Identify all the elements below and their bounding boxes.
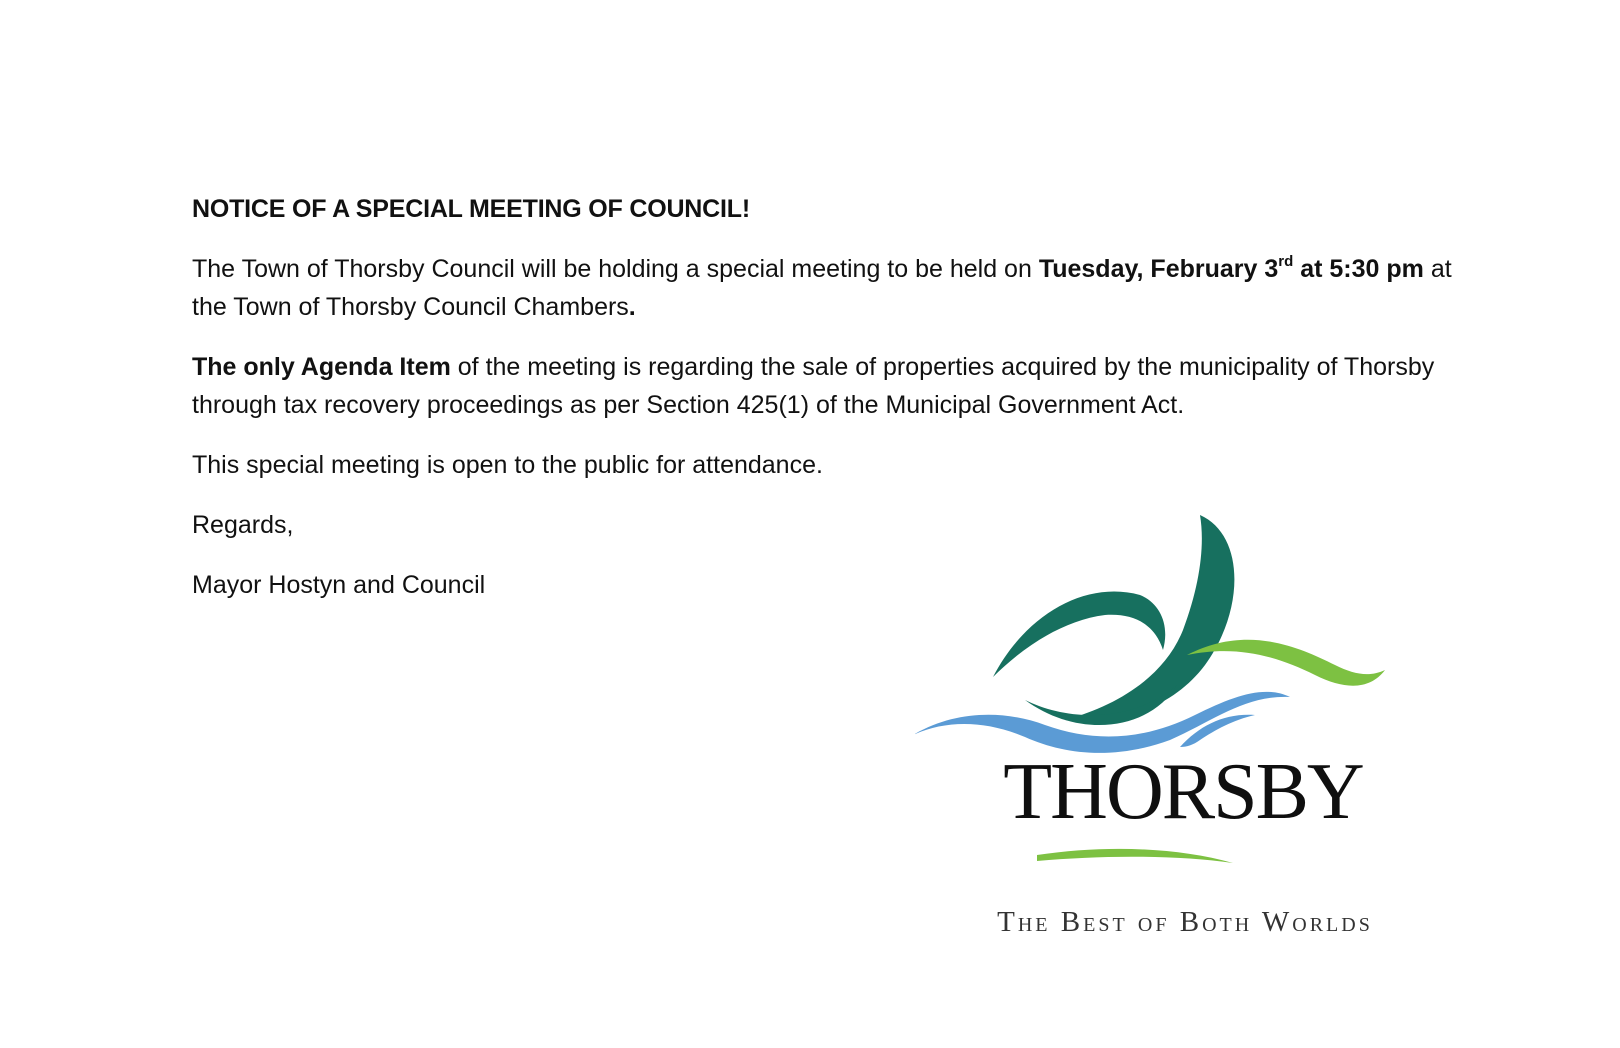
meeting-location: at the Town of Thorsby Council Chambers xyxy=(192,255,1452,321)
agenda-paragraph xyxy=(192,348,1452,424)
meeting-date-text: Tuesday, February 3 xyxy=(1038,255,1279,283)
agenda-text: of the meeting is regarding the sale of properties acquired by the municipality of Thorsby through tax recovery proceedings as per Section 425(1) of the Municipal Government Act. xyxy=(192,353,1435,419)
meeting-time: at 5:30 pm xyxy=(1293,255,1424,283)
meeting-date xyxy=(1038,252,1424,283)
leaf-small-shape xyxy=(993,592,1165,677)
thorsby-logo xyxy=(915,515,1455,955)
notice-title: NOTICE OF A SPECIAL MEETING OF COUNCIL! xyxy=(192,195,750,223)
closing-regards: Regards, xyxy=(192,511,294,539)
logo-tagline: The Best of Both Worlds xyxy=(997,906,1373,938)
public-attendance-paragraph: This special meeting is open to the public for attendance. xyxy=(192,451,823,479)
logo-wordmark: THORSBY xyxy=(1003,748,1363,836)
meeting-intro-text: The Town of Thorsby Council will be holding a special meeting to be held on xyxy=(192,255,1039,283)
signature: Mayor Hostyn and Council xyxy=(192,571,486,599)
grass-swoosh-shape xyxy=(1187,640,1385,686)
meeting-details-paragraph xyxy=(192,250,1452,326)
meeting-date-suffix: rd xyxy=(1278,252,1294,270)
agenda-lead: The only Agenda Item xyxy=(192,353,451,381)
meeting-period: . xyxy=(628,293,636,321)
underline-swoosh-shape xyxy=(1037,849,1233,863)
